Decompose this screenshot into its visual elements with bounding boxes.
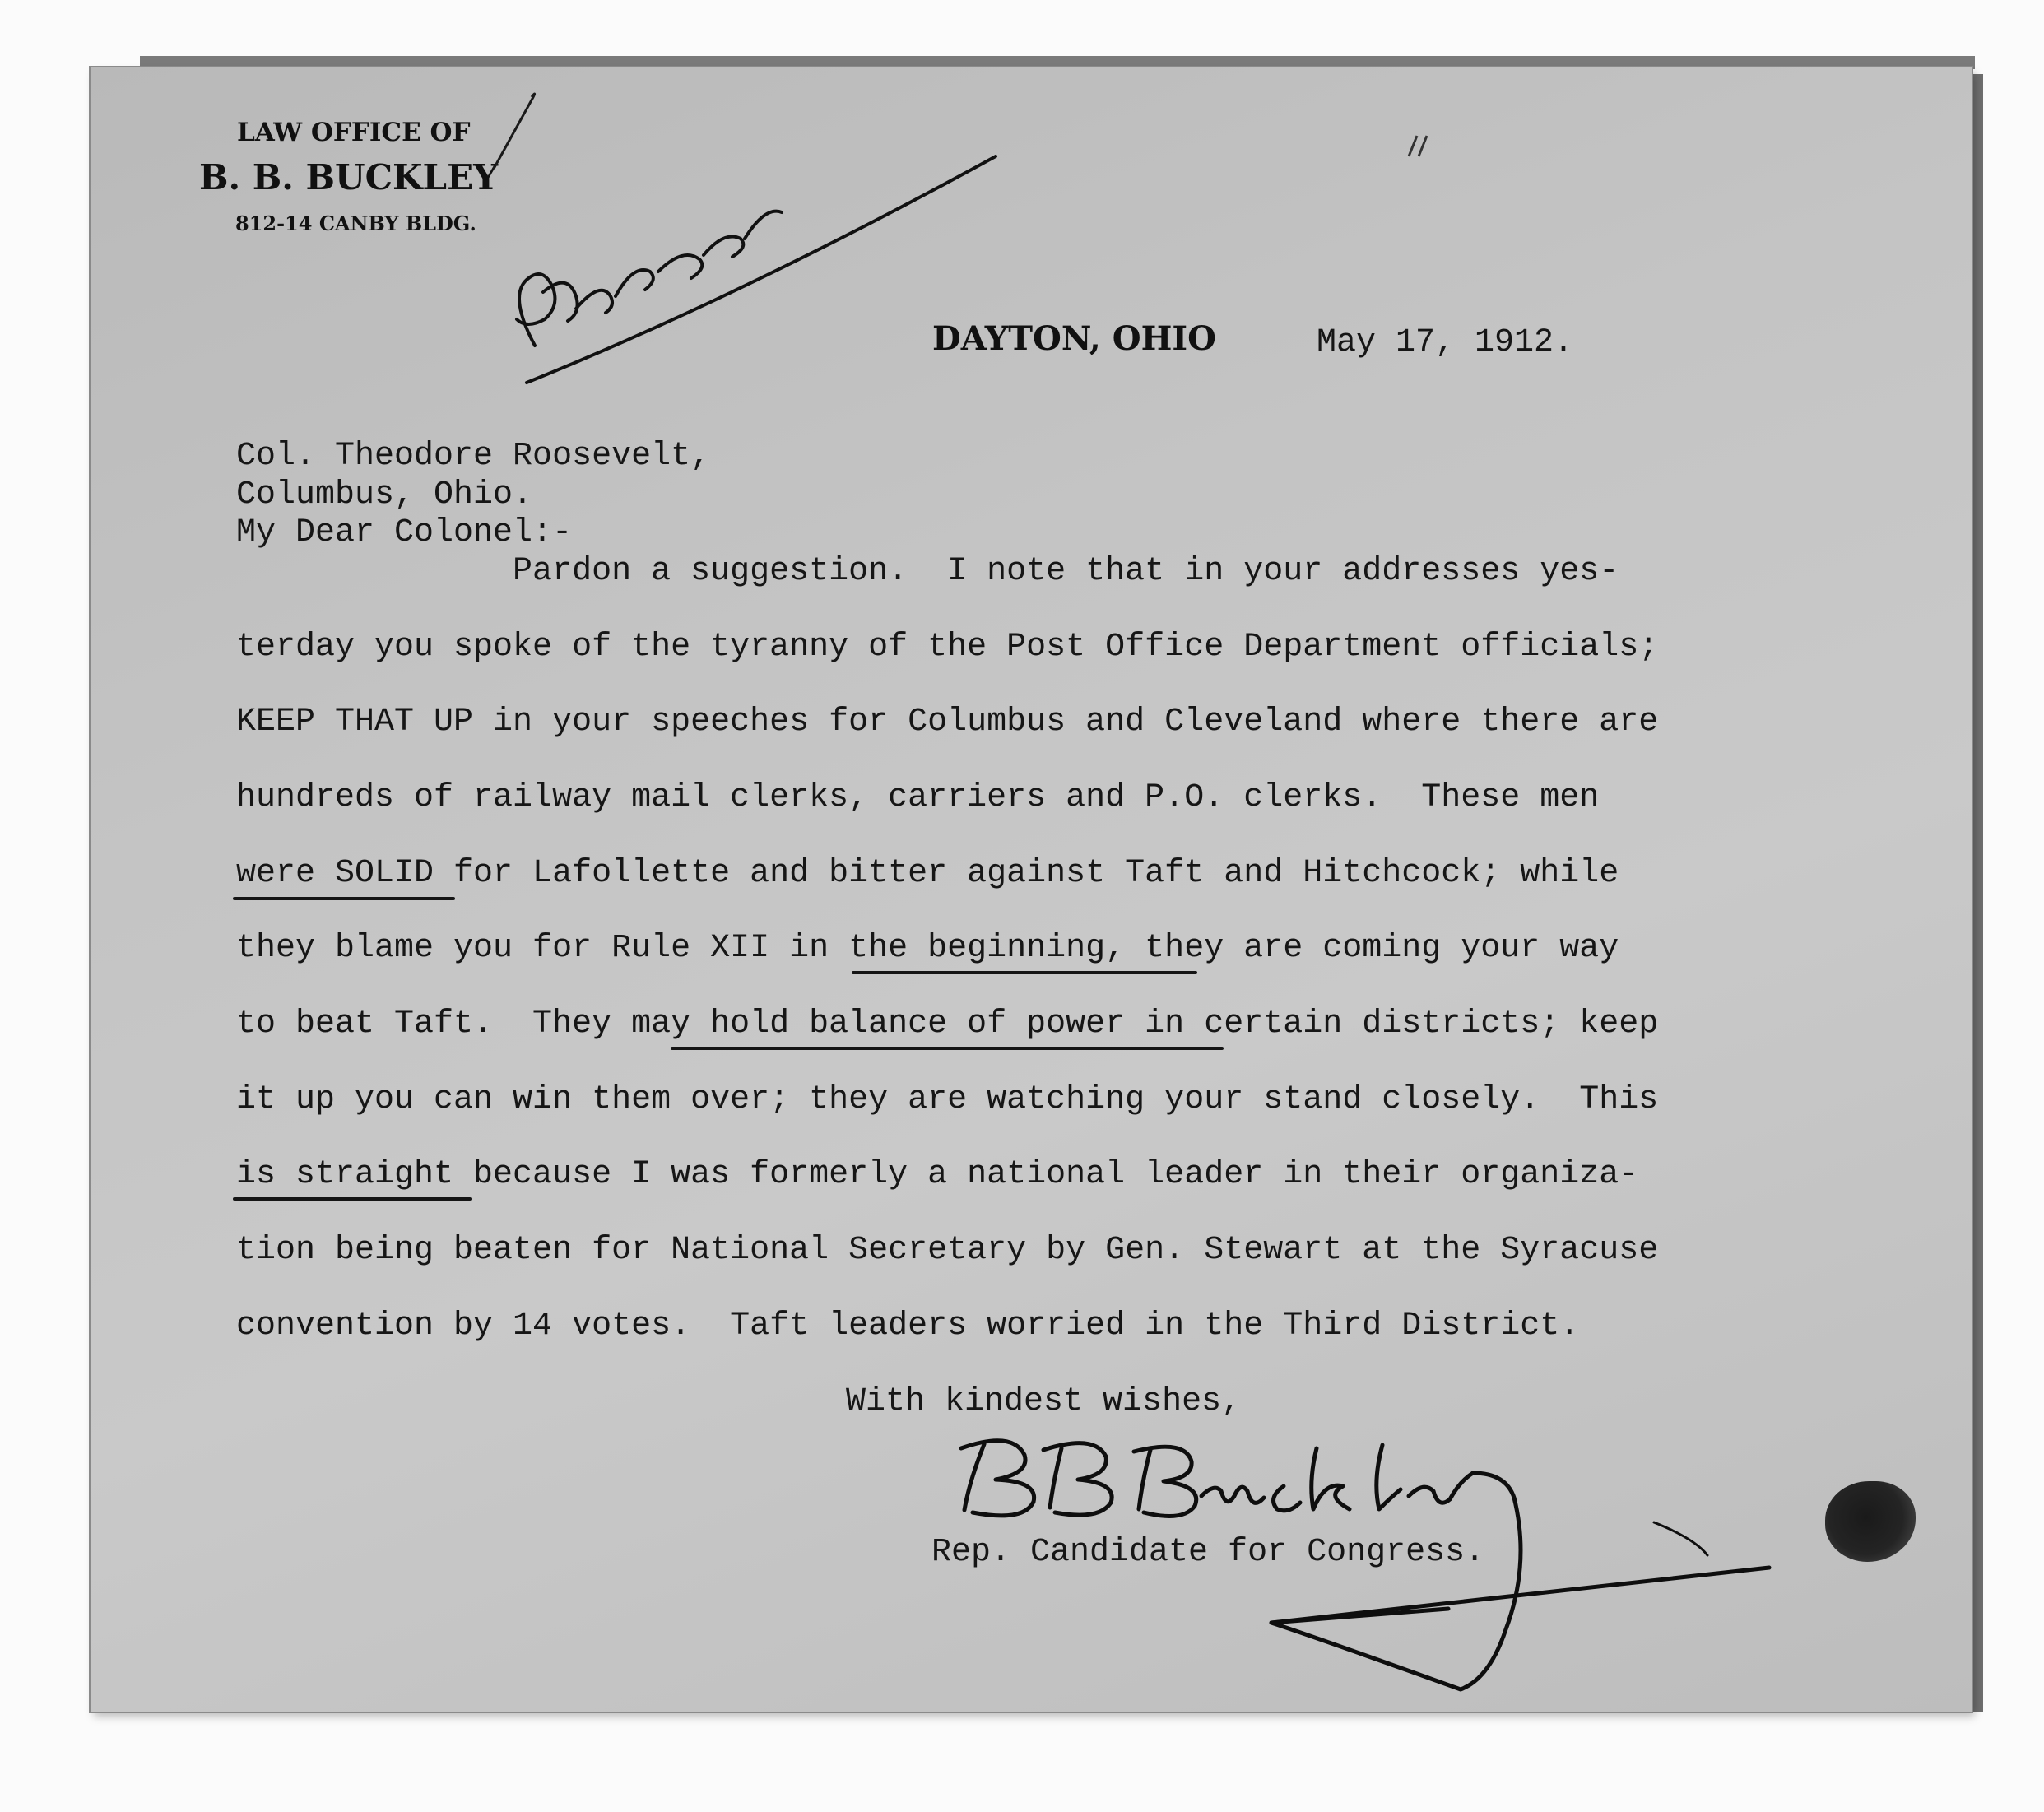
underline-is-straight — [233, 1197, 472, 1201]
body-line: KEEP THAT UP in your speeches for Columbus and Cleveland where there are — [236, 704, 1659, 741]
letter-date: May 17, 1912. — [1317, 324, 1574, 361]
body-line: is straight because I was formerly a national leader in their organiza- — [236, 1156, 1639, 1193]
body-line: terday you spoke of the tyranny of the Post Office Department officials; — [236, 629, 1659, 666]
addressee-name: Col. Theodore Roosevelt, — [236, 438, 711, 475]
closing: With kindest wishes, — [846, 1383, 1242, 1420]
underline-balance-of-power — [671, 1047, 1224, 1050]
signer-title: Rep. Candidate for Congress. — [931, 1534, 1485, 1571]
body-line: were SOLID for Lafollette and bitter against Taft and Hitchcock; while — [236, 855, 1619, 892]
body-line: to beat Taft. They may hold balance of power in certain districts; keep — [236, 1006, 1659, 1043]
letterhead-office: LAW OFFICE OF — [237, 118, 471, 147]
letterhead-address: 812-14 CANBY BLDG. — [235, 211, 476, 235]
addressee-city: Columbus, Ohio. — [236, 476, 533, 513]
body-line: Pardon a suggestion. I note that in your addresses yes- — [236, 553, 1619, 590]
underline-in-the-beginning — [852, 971, 1197, 974]
body-line: hundreds of railway mail clerks, carriers and P.O. clerks. These men — [236, 779, 1600, 816]
letterhead-name: B. B. BUCKLEY — [199, 157, 499, 197]
body-line: convention by 14 votes. Taft leaders worried in the Third District. — [236, 1308, 1580, 1345]
body-line: tion being beaten for National Secretary by Gen. Stewart at the Syracuse — [236, 1232, 1659, 1269]
underline-were-solid — [233, 897, 455, 900]
salutation: My Dear Colonel:- — [236, 514, 573, 551]
letter-place: DAYTON, OHIO — [932, 319, 1216, 358]
body-line: they blame you for Rule XII in the beginning, they are coming your way — [236, 930, 1619, 967]
body-line: it up you can win them over; they are watching your stand closely. This — [236, 1081, 1659, 1118]
